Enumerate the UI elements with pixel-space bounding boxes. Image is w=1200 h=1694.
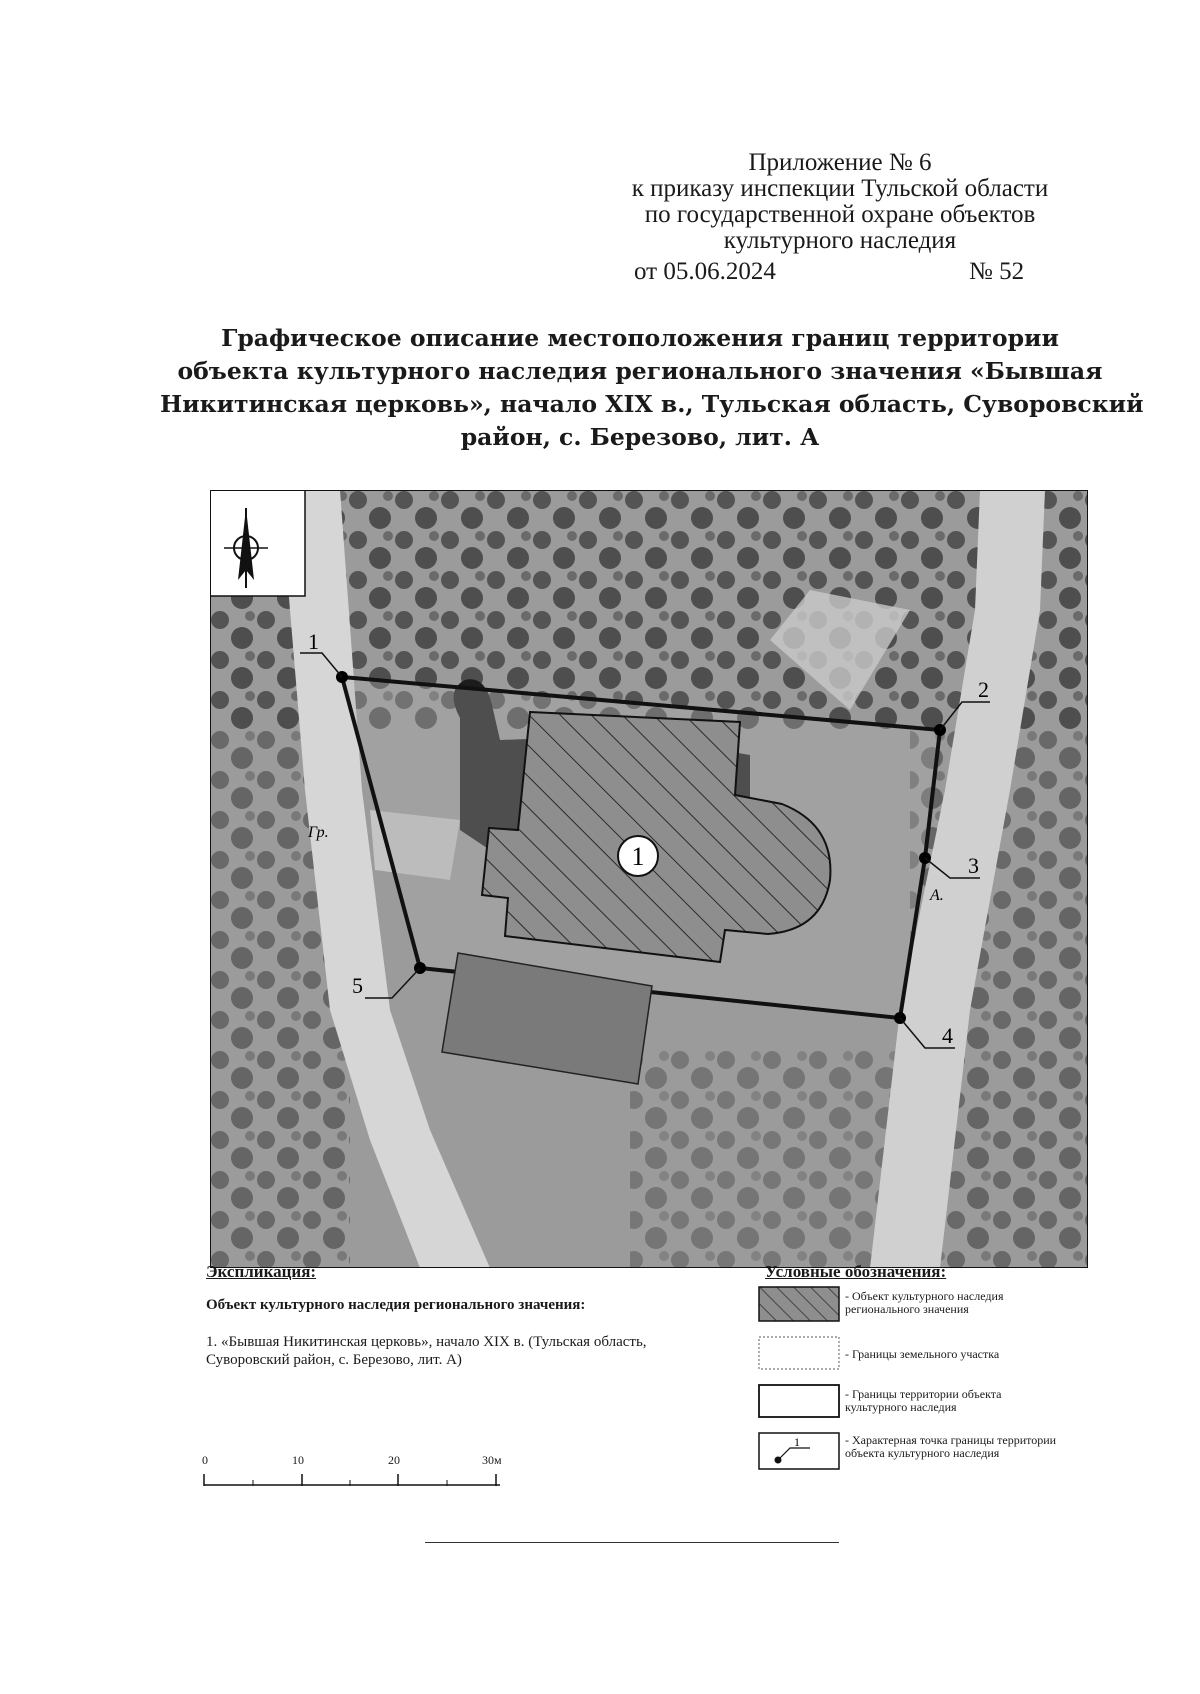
appendix-line: Приложение № 6 [748,149,932,176]
legend-swatch-object [758,1286,840,1322]
title-line: район, с. Березово, лит. А [460,423,820,451]
legend-swatch-territory [758,1384,840,1418]
site-map [210,490,1088,1268]
point-label-5: 5 [352,973,363,998]
order-number: № 52 [969,258,1025,285]
scale-bar [200,1470,504,1490]
road-label-left: Гр. [308,824,329,841]
legend-point-sample: 1 [794,1435,800,1449]
document-title [160,322,1144,454]
order-date: от 05.06.2024 [634,258,776,285]
explication-subheading: Объект культурного наследия регионального значения: [206,1297,586,1313]
scale-label: 20 [388,1453,400,1467]
point-label-4: 4 [942,1023,953,1048]
scale-label: 0 [202,1453,208,1467]
legend-label-territory: - Границы территории объекта культурного наследия [845,1387,1002,1414]
appendix-line: по государственной охране объектов [644,201,1036,228]
legend-heading: Условные обозначения: [765,1262,947,1281]
north-arrow-icon [210,490,305,596]
appendix-line: культурного наследия [723,227,957,254]
road-label-right: А. [930,887,944,904]
title-line: Графическое описание местоположения границ территории [221,324,1059,352]
legend-label-object: - Объект культурного наследия регионального значения [845,1289,1004,1316]
title-line: Никитинская церковь», начало XIX в., Тульская область, Суворовский [160,390,1144,418]
closing-rule [425,1542,839,1543]
legend-label-point: - Характерная точка границы территории объекта культурного наследия [845,1433,1057,1460]
object-number: 1 [631,842,645,871]
explication-heading: Экспликация: [206,1262,317,1281]
scale-label: 30м [482,1453,502,1467]
point-label-1: 1 [308,629,319,654]
title-line: объекта культурного наследия регионального значения «Бывшая [177,357,1103,385]
legend-label-land-plot: - Границы земельного участка [845,1347,1000,1361]
legend-swatch-point [758,1432,840,1470]
point-label-2: 2 [978,677,989,702]
point-label-3: 3 [968,853,979,878]
legend-swatch-land-plot [758,1336,840,1370]
explication-item: 1. «Бывшая Никитинская церковь», начало XIX в. (Тульская область, Суворовский район, с. Березово, лит. А) [206,1334,647,1368]
scale-label: 10 [292,1453,304,1467]
appendix-line: к приказу инспекции Тульской области [631,175,1049,202]
